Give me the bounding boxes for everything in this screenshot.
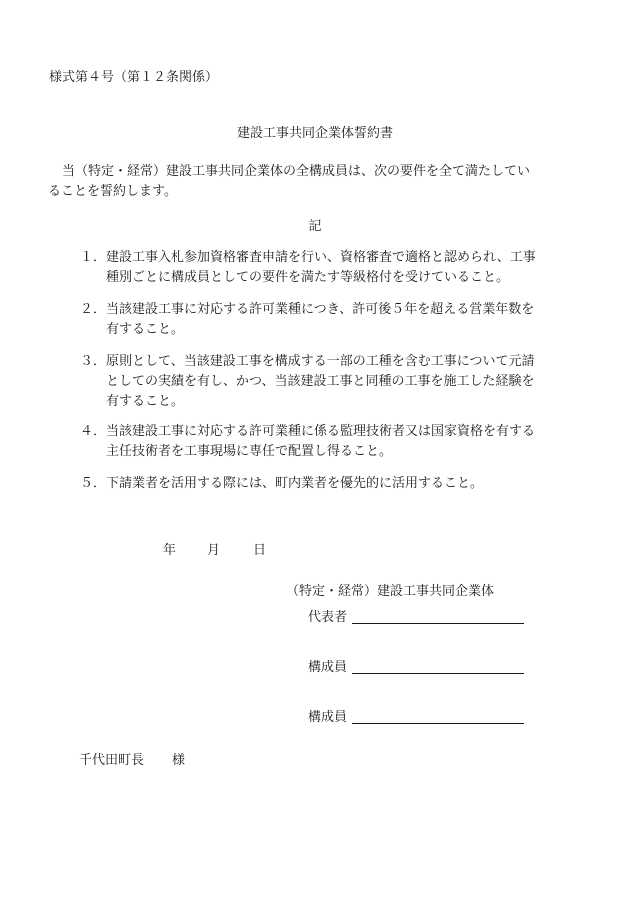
addressee xyxy=(79,749,185,768)
date-day-label: 日 xyxy=(253,543,267,558)
requirement-item xyxy=(80,474,483,494)
requirement-line: としての実績を有し、かつ、当該建設工事と同種の工事を施工した経験を xyxy=(106,374,535,389)
requirement-line: 建設工事入札参加資格審査申請を行い、資格審査で適格と認められ、工事 xyxy=(106,250,536,265)
date-month-label: 月 xyxy=(207,543,221,558)
requirement-item xyxy=(80,248,536,288)
requirement-number: ４． xyxy=(80,424,107,439)
jv-name: （特定・経常）建設工事共同企業体 xyxy=(286,584,495,599)
requirement-item xyxy=(80,300,534,340)
intro-line-2: ることを誓約します。 xyxy=(48,184,177,199)
intro-line-1: 当（特定・経常）建設工事共同企業体の全構成員は、次の要件を全て満たしてい xyxy=(62,164,531,179)
requirement-line: 主任技術者を工事現場に専任で配置し得ること。 xyxy=(106,444,393,459)
requirement-line: 当該建設工事に対応する許可業種に係る監理技術者又は国家資格を有する xyxy=(106,424,536,439)
requirement-number: １． xyxy=(80,250,107,265)
requirement-line: 当該建設工事に対応する許可業種につき、許可後５年を超える営業年数を xyxy=(106,302,535,317)
member-2-label: 構成員 xyxy=(308,710,348,725)
form-number: 様式第４号（第１２条関係） xyxy=(49,70,219,85)
requirement-item xyxy=(80,422,535,462)
date-year-label: 年 xyxy=(163,543,177,558)
representative-label: 代表者 xyxy=(308,610,348,625)
ki-heading: 記 xyxy=(308,219,322,234)
document-title: 建設工事共同企業体誓約書 xyxy=(236,126,393,141)
requirement-line: 有すること。 xyxy=(106,322,185,337)
member-2-signature-line[interactable] xyxy=(352,723,524,724)
representative-signature-line[interactable] xyxy=(352,623,524,624)
requirement-line: 原則として、当該建設工事を構成する一部の工種を含む工事について元請 xyxy=(106,354,535,369)
requirement-line: 種別ごとに構成員としての要件を満たす等級格付を受けていること。 xyxy=(106,270,510,285)
intro-paragraph xyxy=(48,162,584,202)
addressee-honorific: 様 xyxy=(172,753,186,768)
member-1-signature-line[interactable] xyxy=(352,673,524,674)
requirement-number: ２． xyxy=(80,302,107,317)
addressee-name: 千代田町長 xyxy=(79,753,145,768)
requirement-number: ３． xyxy=(80,354,107,369)
requirement-line: 下請業者を活用する際には、町内業者を優先的に活用すること。 xyxy=(106,476,484,491)
requirement-number: ５． xyxy=(80,476,107,491)
member-1-label: 構成員 xyxy=(308,660,348,675)
requirement-item xyxy=(80,352,534,412)
requirement-line: 有すること。 xyxy=(106,394,185,409)
